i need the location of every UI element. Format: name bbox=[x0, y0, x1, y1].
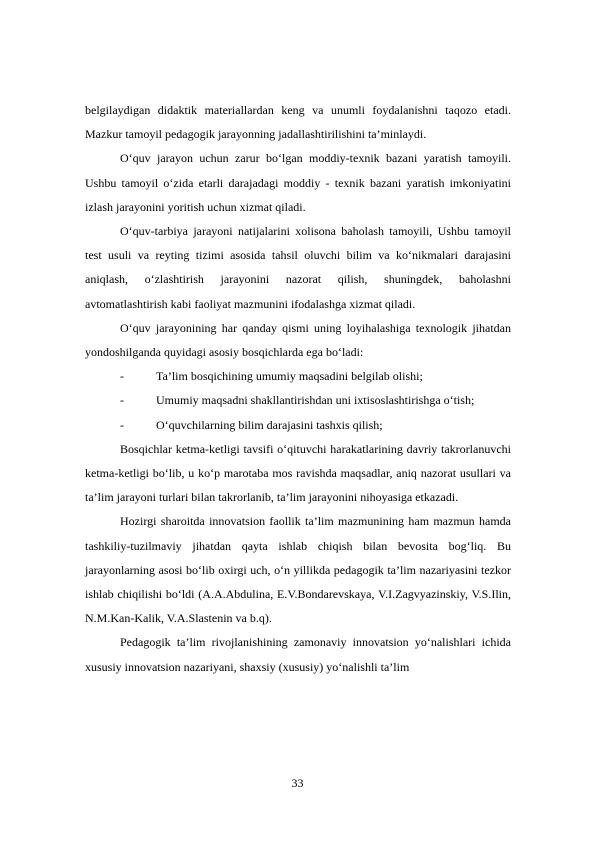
paragraph-3: O‘quv-tarbiya jarayoni natijalarini xolisona baholash tamoyili, Ushbu tamoyil test usuli va reyting tizimi asosida tahsil oluvchi bilim va ko‘nikmalari darajasini aniqlash, o‘zlashtirish jarayonini nazorat qilish, shuningdek, baholashni avtomatlashtirish kabi faoliyat mazmunini ifodalashga xizmat qiladi. bbox=[85, 224, 511, 311]
list-marker: - bbox=[120, 417, 124, 432]
paragraph-4: O‘quv jarayonining har qanday qismi uning loyihalashiga texnologik jihatdan yondoshilganda quyidagi asosiy bosqichlarda ega bo‘ladi: bbox=[85, 320, 511, 360]
list-marker: - bbox=[120, 393, 124, 408]
page-number: 33 bbox=[291, 776, 304, 790]
list-item-text: O‘quvchilarning bilim darajasini tashxis qilish; bbox=[156, 417, 383, 432]
list-item-text: Umumiy maqsadni shakllantirishdan uni ixtisoslashtirishga o‘tish; bbox=[156, 393, 475, 408]
list-marker: - bbox=[120, 369, 124, 384]
paragraph-5: Bosqichlar ketma-ketligi tavsifi o‘qituvchi harakatlarining davriy takrorlanuvchi ketma-ketligi bo‘lib, u ko‘p marotaba mos ravishda maqsadlar, aniq nazorat usullari va ta’lim jarayoni turlari bilan takrorlanib, ta’lim jarayonini nihoyasiga etkazadi. bbox=[85, 441, 511, 505]
body-text bbox=[85, 98, 511, 679]
paragraph-7: Pedagogik ta’lim rivojlanishining zamonaviy innovatsion yo‘nalishlari ichida xususiy innovatsion nazariyani, shaxsiy (xususiy) yo‘nalishli ta’lim bbox=[85, 635, 511, 674]
list-item-2 bbox=[85, 388, 511, 412]
paragraph-2: O‘quv jarayon uchun zarur bo‘lgan moddiy-texnik bazani yaratish tamoyili. Ushbu tamoyil o‘zida etarli darajadagi moddiy - texnik bazani yaratish imkoniyatini izlash jarayonini yoritish uchun xizmat qiladi. bbox=[85, 151, 511, 214]
paragraph-1: belgilaydigan didaktik materiallardan keng va unumli foydalanishni taqozo etadi. Mazkur tamoyil pedagogik jarayonning jadallashtirilishini ta’minlaydi. bbox=[85, 103, 511, 142]
list-item-text: Ta’lim bosqichining umumiy maqsadini belgilab olishi; bbox=[156, 369, 423, 384]
list-item-3 bbox=[85, 413, 511, 437]
paragraph-6: Hozirgi sharoitda innovatsion faollik ta’lim mazmunining ham mazmun hamda tashkiliy-tuzilmaviy jihatdan qayta ishlab chiqish bilan bevosita bog‘liq. Bu jarayonlarning asosi bo‘lib oxirgi uch, o‘n yillikda pedagogik ta’lim nazariyasini tezkor ishlab chiqilishi bo‘ldi (A.A.Abdulina, E.V.Bondarevskaya, V.I.Zagvyazinskiy, V.S.Ilin, N.M.Kan-Kalik, V.A.Slastenin va b.q). bbox=[85, 514, 511, 626]
list-item-1 bbox=[85, 364, 511, 388]
